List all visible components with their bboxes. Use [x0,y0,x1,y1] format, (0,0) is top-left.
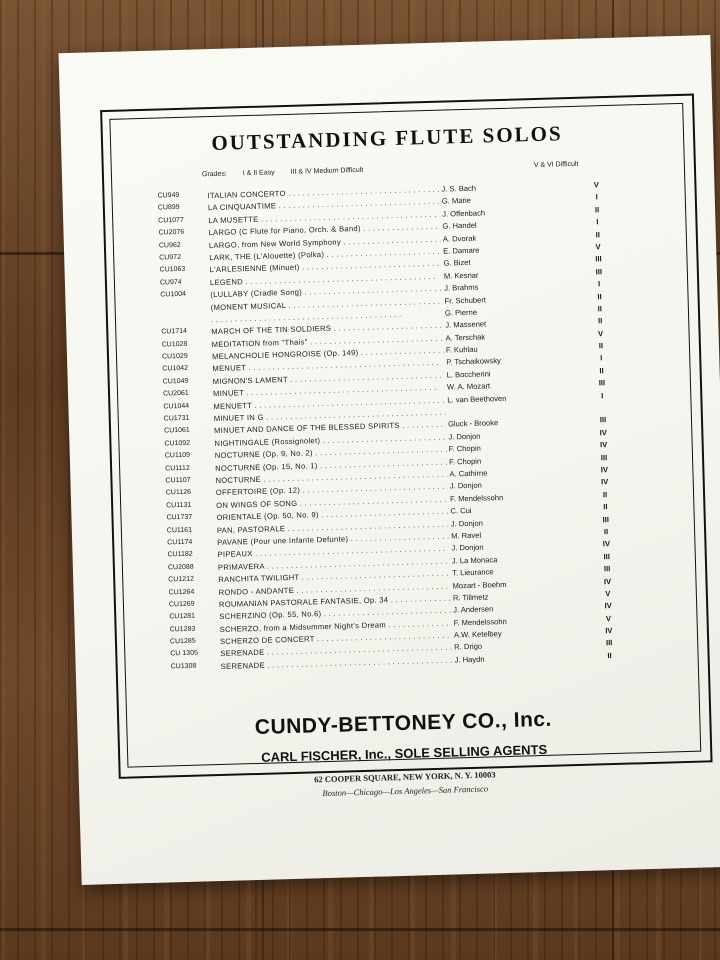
composer-name: A. Dvorak [442,233,477,244]
composer-name: A. Terschak [445,332,486,343]
composer-name: G. Marie [441,196,472,207]
solo-title: RANCHITA TWILIGHT . . . [218,569,450,584]
solo-title: LEGEND . . . [210,271,442,286]
difficulty-grade: II [597,291,602,301]
catalog-number: CU1061 [164,427,190,435]
difficulty-grade: V [605,613,612,623]
catalog-number: CU1182 [167,551,193,559]
composer-name: F. Mendelssohn [449,492,504,504]
publisher-cities: Boston—Chicago—Los Angeles—San Francisco [322,783,489,799]
composer-name: L. van Beethoven [447,393,507,405]
catalog-number: CU1731 [163,414,190,423]
catalog-number: CU1285 [169,637,196,646]
catalog-number: CU1283 [169,625,196,634]
difficulty-grade: IV [600,477,609,487]
catalog-number: CU1042 [162,365,189,373]
difficulty-grade: I [596,217,599,227]
solo-title: NOCTURNE (Op. 9, No. 2) . . . [215,445,447,460]
difficulty-grade: I [597,279,601,289]
catalog-number: CU1126 [165,489,192,497]
solo-title: MENUET . . . [212,358,444,373]
composer-name: P. Tschaikowsky [446,356,501,368]
difficulty-grade: II [602,489,608,499]
catalog-number: CU2076 [158,228,185,237]
composer-name: F. Mendelssohn [453,616,507,628]
difficulty-grade: III [598,378,606,388]
composer-name: F. Chopin [448,443,481,454]
difficulty-grade: II [599,366,604,376]
grades-easy: I & II Easy [242,169,275,178]
solo-title: SCHERZO, from a Midsummer Night's Dream . . . [220,618,452,633]
solo-title: OFFERTOIRE (Op. 12) . . . [216,482,448,497]
catalog-number: CU1131 [166,501,192,510]
catalog-number: CU2061 [162,390,189,398]
composer-name: J. Haydn [454,654,485,665]
solo-title: RONDO - ANDANTE . . . [218,581,450,596]
difficulty-grade: III [595,254,602,264]
difficulty-grade: III [595,266,603,277]
grades-label: Grades: [201,170,227,179]
page-title: OUTSTANDING FLUTE SOLOS [211,121,563,156]
composer-name: F. Kuhlau [445,344,478,355]
selling-agents: CARL FISCHER, Inc., SOLE SELLING AGENTS [261,741,548,765]
composer-name: J. Donjon [451,542,484,553]
difficulty-grade: II [603,502,608,512]
solo-title: ROUMANIAN PASTORALE FANTASIE, Op. 34 . . . [219,593,451,608]
solo-title: LARGO (C Flute for Piano, Orch. & Band) . . . [208,222,440,237]
difficulty-grade: I [595,192,598,202]
difficulty-grade: IV [599,440,608,450]
composer-name: J. Brahms [444,282,479,293]
catalog-number [161,315,207,316]
composer-name: Gluck - Brooke [447,418,499,429]
solo-title: MINUET AND DANCE OF THE BLESSED SPIRITS . . . [214,420,446,435]
difficulty-grade: III [603,551,611,561]
catalog-number: CU1063 [159,266,186,274]
solo-title: (LULLABY (Cradle Song) . . . [210,284,442,299]
solo-title: LARK, THE (L'Alouette) (Polka) . . . [209,247,441,262]
publisher-name: CUNDY-BETTONEY CO., Inc. [254,707,553,740]
difficulty-grade: V [605,588,611,599]
solo-title: MINUET IN G . . . [214,408,446,423]
difficulty-grade: II [597,304,603,314]
solo-title: PAN, PASTORALE . . . [217,519,449,534]
catalog-number: CU1161 [166,526,193,534]
composer-name: J. Donjon [450,518,484,529]
publisher-address: 62 COOPER SQUARE, NEW YORK, N. Y. 10003 [314,769,496,785]
solo-title: PAVANE (Pour une Infante Defunte) . . . [217,531,449,546]
catalog-number: CU962 [158,241,181,250]
catalog-number: CU1049 [162,377,189,386]
solo-title: SERENADE . . . [220,643,452,658]
catalog-number: CU2088 [167,563,194,572]
composer-name: E. Damare [443,245,480,256]
composer-name: F. Chopin [448,456,482,467]
difficulty-grade: II [598,341,604,351]
solo-title: PIPEAUX . . . [217,544,449,559]
difficulty-grade: III [602,514,610,524]
solo-title: NOCTURNE . . . [215,470,447,485]
difficulty-grade: III [600,452,608,462]
difficulty-grade: II [595,229,601,239]
catalog-number: CU1737 [166,513,193,522]
catalog-number: CU1174 [167,538,193,547]
difficulty-grade: IV [604,601,612,611]
solo-title: MIGNON'S LAMENT . . . [213,370,445,385]
difficulty-grade: II [597,316,603,326]
catalog-number: CU1028 [161,340,188,349]
solo-title: MEDITATION from "Thais" . . . [212,333,444,348]
catalog-number: CU1281 [169,612,196,621]
catalog-number: CU949 [157,191,180,200]
catalog-number: CU1212 [168,575,195,584]
solo-title: MELANCHOLIE HONGROISE (Op. 149) . . . [212,346,444,361]
composer-name: M. Kesnar [443,270,479,281]
solo-title: (MONENT MUSICAL . . . [211,296,443,311]
solo-title: SCHERZINO (Op. 55, No.6) . . . [219,606,451,621]
solo-title: LA MUSETTE . . . [208,209,440,224]
grades-difficult: V & VI Difficult [533,160,579,170]
catalog-number: CU1077 [158,216,185,225]
composer-name: R. Drigo [454,642,483,652]
composer-name: J. Massenet [445,319,487,330]
difficulty-grade: IV [599,427,608,438]
composer-name: A. Cathirne [449,468,488,479]
catalog-number: CU1308 [170,662,197,671]
difficulty-grade: III [605,638,613,648]
difficulty-grade: I [600,353,603,363]
solo-title: ORIENTALE (Op. 50, No. 9) . . . [216,507,448,522]
solo-catalog-list [157,179,640,675]
composer-name: Mozart - Boehm [452,579,507,590]
catalog-number: CU899 [157,204,180,212]
solo-title: LA CINQUANTIME . . . [208,197,440,212]
difficulty-grade: III [599,415,607,425]
composer-name: J. Andersen [453,604,494,615]
solo-title: MENUETT . . . [213,395,445,410]
composer-name: R. Tillmetz [452,592,489,603]
sheet-music-catalog-page [59,35,720,885]
catalog-number: CU1714 [161,328,188,336]
solo-title: PRIMAVERA . . . [218,556,450,571]
catalog-number: CU1107 [165,476,191,485]
solo-title: NIGHTINGALE (Rossignolet) . . . [214,432,446,447]
catalog-number: CU1112 [165,464,190,473]
composer-name: G. Handel [442,220,477,231]
catalog-number: CU 1305 [170,650,199,658]
catalog-number: CU972 [159,253,182,262]
solo-title: SERENADE . . . [221,655,453,670]
difficulty-grade [588,403,618,404]
catalog-number: CU974 [159,278,182,287]
composer-name: J. S. Bach [441,183,477,194]
composer-name: G. Bizet [443,258,471,268]
solo-title: NOCTURNE (Op. 15, No. 1) . . . [215,457,447,472]
catalog-number: CU1092 [164,439,191,448]
solo-title: MARCH OF THE TIN SOLDIERS . . . [211,321,443,336]
composer-name: G. Pierne [444,307,478,318]
difficulty-grade: V [593,180,600,190]
composer-name: J. Offenbach [442,208,486,219]
difficulty-grade: IV [600,465,609,475]
solo-title: L'ARLESIENNE (Minuet) . . . [209,259,441,274]
catalog-number: CU1044 [163,402,190,411]
solo-title: ITALIAN CONCERTO . . . [207,185,439,200]
composer-name: Fr. Schubert [444,294,487,306]
difficulty-grade: IV [602,539,611,549]
composer-name: M. Ravel [451,530,482,541]
catalog-number: CU1029 [161,352,188,361]
composer-name: C. Cui [450,506,472,516]
difficulty-grade: V [597,328,604,338]
solo-title: LARGO, from New World Symphony . . . [209,234,441,249]
composer-name: T. Lieurance [452,567,494,578]
catalog-number: CU1269 [168,600,195,609]
composer-name: W. A. Mozart [446,381,491,392]
catalog-number: CU1109 [164,451,191,460]
difficulty-grade: II [603,527,609,537]
solo-title: MINUET . . . [213,383,445,398]
solo-title: SCHERZO DE CONCERT . . . [220,631,452,646]
difficulty-grade: IV [605,626,613,636]
difficulty-grade: V [595,242,601,252]
catalog-number [161,303,207,304]
solo-title: ON WINGS OF SONG . . . [216,494,448,509]
composer-name: A.W. Ketelbey [453,629,502,640]
difficulty-grade: II [607,650,612,661]
catalog-number: CU1004 [160,290,187,299]
catalog-number: CU1264 [168,588,195,596]
composer-name: J. Donjon [448,431,481,442]
difficulty-grade: I [601,390,604,400]
difficulty-grade: IV [603,576,612,586]
composer-name: L. Boccherini [446,369,491,380]
difficulty-grade: III [603,564,611,574]
composer-name: J. Donjon [449,480,482,491]
composer-name: J. La Monaca [451,554,498,566]
difficulty-grade: II [594,205,600,215]
grades-medium: III & IV Medium Difficult [290,166,364,176]
